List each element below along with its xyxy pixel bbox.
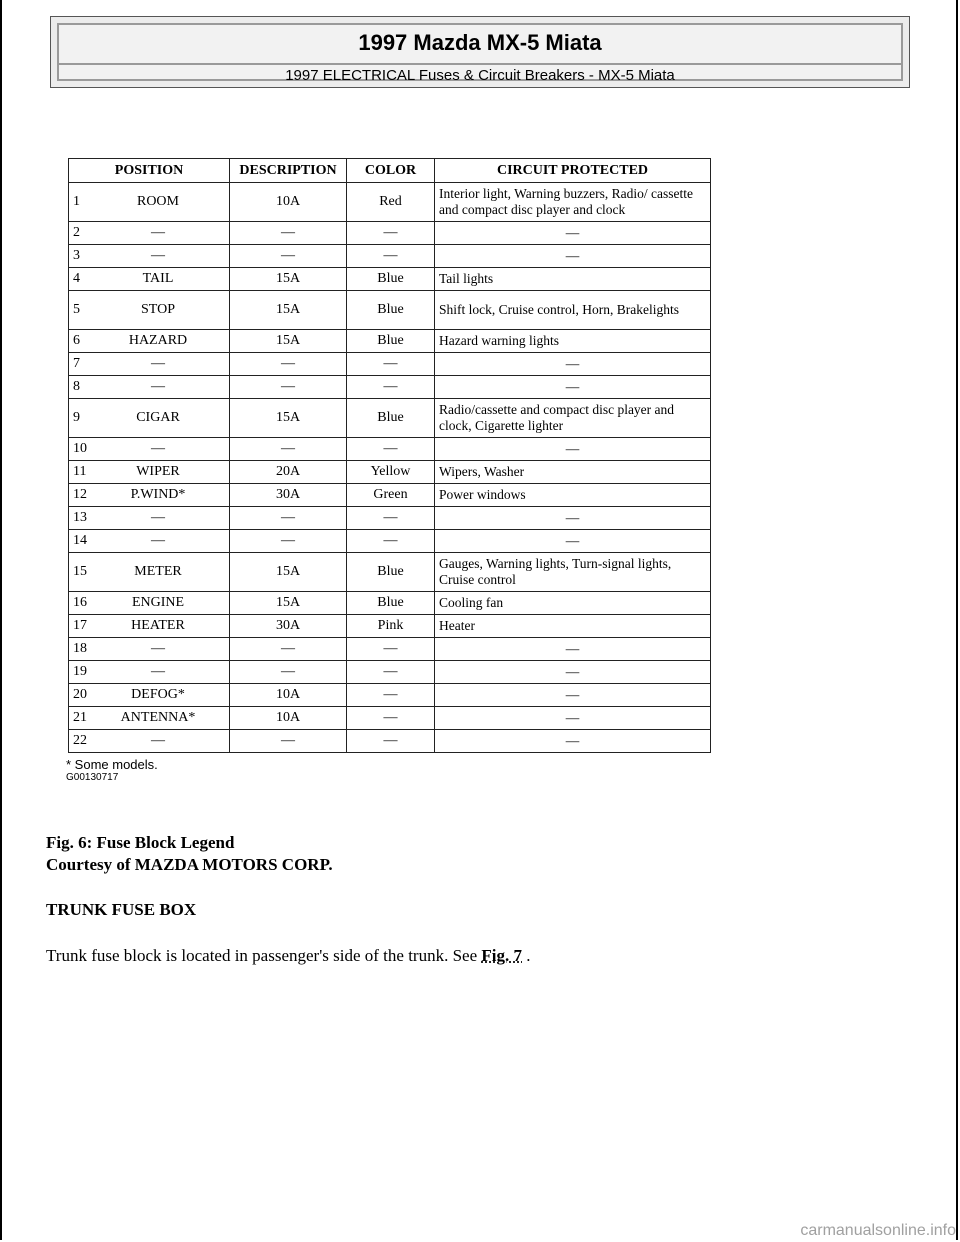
color-cell: — [347,376,435,399]
color-cell: — [347,707,435,730]
circuit-cell: — [435,507,711,530]
table-row [69,330,711,353]
table-row [69,353,711,376]
header-circuit-protected: CIRCUIT PROTECTED [435,159,711,183]
fuse-name: WIPER [136,464,180,479]
fuse-number: 6 [73,333,80,348]
document-subtitle: 1997 ELECTRICAL Fuses & Circuit Breakers - MX-5 Miata [285,67,675,84]
amperage-cell: — [230,507,347,530]
circuit-cell: — [435,638,711,661]
amperage-cell: 15A [230,399,347,438]
fuse-name: — [151,510,165,525]
section-heading: TRUNK FUSE BOX [46,900,197,919]
circuit-cell: — [435,684,711,707]
color-cell: Red [347,183,435,222]
table-row [69,707,711,730]
position-cell [69,707,230,730]
fuse-name: ANTENNA* [120,710,196,725]
paragraph-end: . [522,946,531,965]
fuse-name: — [151,733,165,748]
position-cell [69,330,230,353]
fuse-number: 8 [73,379,80,394]
color-cell: — [347,684,435,707]
section-paragraph [46,946,531,966]
position-cell [69,376,230,399]
color-cell: Blue [347,553,435,592]
amperage-cell: — [230,661,347,684]
color-cell: Pink [347,615,435,638]
amperage-cell: — [230,353,347,376]
fuse-legend-figure [68,158,710,783]
color-cell: — [347,661,435,684]
header-divider [59,63,901,65]
amperage-cell: — [230,222,347,245]
fuse-number: 7 [73,356,80,371]
amperage-cell: — [230,438,347,461]
amperage-cell: 10A [230,707,347,730]
fuse-number: 5 [73,302,80,317]
fuse-number: 3 [73,248,80,263]
caption-title: Fig. 6: Fuse Block Legend [46,833,235,852]
fuse-name: — [151,379,165,394]
header-position: POSITION [69,159,230,183]
circuit-cell: Cooling fan [435,592,711,615]
fuse-number: 15 [73,564,87,579]
position-cell [69,507,230,530]
table-row [69,615,711,638]
amperage-cell: — [230,730,347,753]
table-row [69,438,711,461]
table-row [69,291,711,330]
fuse-number: 19 [73,664,87,679]
position-cell [69,638,230,661]
table-row [69,661,711,684]
fuse-name: CIGAR [136,410,180,425]
amperage-cell: 15A [230,553,347,592]
fuse-name: HAZARD [128,333,188,348]
fuse-name: DEFOG* [131,687,185,702]
fuse-number: 12 [73,487,87,502]
fuse-name: — [151,533,165,548]
amperage-cell: — [230,530,347,553]
header-description: DESCRIPTION [230,159,347,183]
fuse-number: 20 [73,687,87,702]
color-cell: — [347,530,435,553]
circuit-cell: — [435,353,711,376]
table-row [69,245,711,268]
position-cell [69,684,230,707]
color-cell: — [347,507,435,530]
table-row [69,399,711,438]
color-cell: — [347,222,435,245]
color-cell: — [347,730,435,753]
position-cell [69,615,230,638]
position-cell [69,291,230,330]
caption-credit: Courtesy of MAZDA MOTORS CORP. [46,855,333,874]
color-cell: — [347,245,435,268]
fuse-number: 17 [73,618,87,633]
color-cell: Blue [347,330,435,353]
fuse-name: ROOM [136,194,179,209]
header-box [57,23,903,84]
color-cell: — [347,438,435,461]
amperage-cell: 30A [230,484,347,507]
amperage-cell: — [230,638,347,661]
table-row [69,730,711,753]
fuse-name: HEATER [131,618,185,633]
fig-7-link[interactable]: Fig. 7 [481,946,522,965]
table-body [69,183,711,753]
table-row [69,530,711,553]
fuse-name: — [151,641,165,656]
figure-caption [46,832,333,876]
circuit-cell: — [435,222,711,245]
position-cell [69,222,230,245]
circuit-cell: Heater [435,615,711,638]
circuit-cell: Tail lights [435,268,711,291]
fuse-number: 2 [73,225,80,240]
position-cell [69,245,230,268]
position-cell [69,553,230,592]
table-row [69,638,711,661]
color-cell: — [347,638,435,661]
amperage-cell: 15A [230,268,347,291]
color-cell: Yellow [347,461,435,484]
fuse-number: 9 [73,410,80,425]
position-cell [69,661,230,684]
circuit-cell: — [435,438,711,461]
color-cell: Blue [347,268,435,291]
table-row [69,553,711,592]
fuse-number: 18 [73,641,87,656]
table-row [69,222,711,245]
position-cell [69,730,230,753]
circuit-cell: Hazard warning lights [435,330,711,353]
fuse-number: 10 [73,441,87,456]
fuse-name: P.WIND* [130,487,186,502]
fuse-number: 22 [73,733,87,748]
position-cell [69,461,230,484]
circuit-cell: Wipers, Washer [435,461,711,484]
position-cell [69,530,230,553]
circuit-cell: Shift lock, Cruise control, Horn, Brakelights [435,291,711,330]
table-row [69,484,711,507]
position-cell [69,438,230,461]
table-row [69,183,711,222]
table-row [69,268,711,291]
amperage-cell: — [230,245,347,268]
color-cell: Blue [347,592,435,615]
amperage-cell: 10A [230,684,347,707]
fuse-number: 4 [73,271,80,286]
amperage-cell: 15A [230,330,347,353]
fuse-name: — [151,248,165,263]
circuit-cell: Interior light, Warning buzzers, Radio/ cassette and compact disc player and clock [435,183,711,222]
position-cell [69,268,230,291]
table-row [69,461,711,484]
circuit-cell: Radio/cassette and compact disc player and clock, Cigarette lighter [435,399,711,438]
table-row [69,592,711,615]
fuse-number: 11 [73,464,87,479]
table-row [69,507,711,530]
color-cell: Blue [347,291,435,330]
paragraph-text: Trunk fuse block is located in passenger's side of the trunk. See [46,946,482,965]
fuse-number: 14 [73,533,87,548]
fuse-number: 21 [73,710,87,725]
fuse-number: 16 [73,595,87,610]
fuse-name: — [151,356,165,371]
circuit-cell: — [435,530,711,553]
circuit-cell: Gauges, Warning lights, Turn-signal lights, Cruise control [435,553,711,592]
table-footnote: * Some models. [66,757,158,772]
circuit-cell: — [435,730,711,753]
position-cell [69,399,230,438]
fuse-name: METER [134,564,182,579]
header-color: COLOR [347,159,435,183]
fuse-name: STOP [141,302,175,317]
amperage-cell: 10A [230,183,347,222]
fuse-name: — [151,225,165,240]
document-title: 1997 Mazda MX-5 Miata [358,30,602,55]
position-cell [69,592,230,615]
fuse-name: ENGINE [131,595,185,610]
circuit-cell: — [435,245,711,268]
color-cell: — [347,353,435,376]
circuit-cell: — [435,376,711,399]
table-row [69,376,711,399]
circuit-cell: — [435,661,711,684]
position-cell [69,353,230,376]
table-row [69,684,711,707]
color-cell: Blue [347,399,435,438]
color-cell: Green [347,484,435,507]
site-watermark: carmanualsonline.info [800,1222,956,1239]
fuse-number: 1 [73,194,80,209]
fuse-name: — [151,664,165,679]
fuse-name: TAIL [142,271,174,286]
position-cell [69,484,230,507]
position-cell [69,183,230,222]
fuse-number: 13 [73,510,87,525]
table-header-row [69,159,711,183]
amperage-cell: 20A [230,461,347,484]
page-header [50,16,910,88]
circuit-cell: Power windows [435,484,711,507]
circuit-cell: — [435,707,711,730]
amperage-cell: 30A [230,615,347,638]
amperage-cell: — [230,376,347,399]
amperage-cell: 15A [230,291,347,330]
fuse-legend-table [68,158,711,753]
figure-id: G00130717 [66,772,119,783]
fuse-name: — [151,441,165,456]
amperage-cell: 15A [230,592,347,615]
